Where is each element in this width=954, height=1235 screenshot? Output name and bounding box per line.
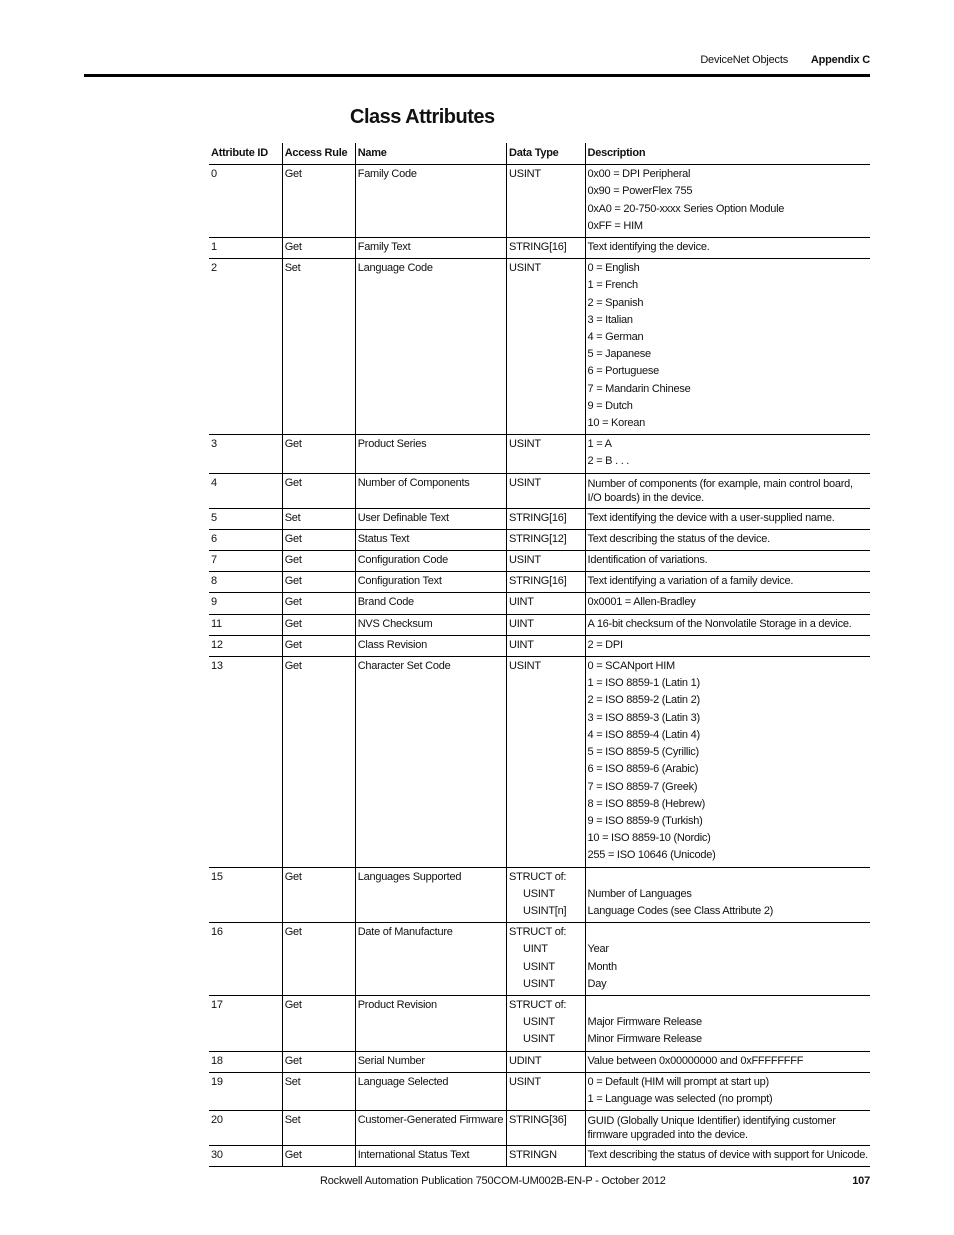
name-cell: Product Revision [355, 995, 506, 1051]
description-cell [585, 435, 870, 473]
description-line: Identification of variations. [587, 554, 708, 567]
data-type-line: UINT [509, 638, 534, 651]
attribute-id-cell: 7 [209, 551, 282, 572]
table-row [209, 867, 870, 923]
description-spacer [588, 924, 868, 941]
access-rule-cell: Get [282, 529, 355, 550]
name-cell: Date of Manufacture [355, 923, 506, 996]
description-line: 9 = Dutch [587, 399, 633, 412]
description-cell [585, 165, 870, 238]
name-cell: Character Set Code [355, 657, 506, 867]
access-rule-cell: Get [282, 551, 355, 572]
description-line: 0x90 = PowerFlex 755 [587, 185, 693, 198]
access-rule-cell: Get [282, 1051, 355, 1072]
description-cell [585, 657, 870, 867]
description-cell [585, 529, 870, 550]
description-line: 10 = Korean [587, 417, 646, 430]
access-rule-cell: Get [282, 867, 355, 923]
description-text: GUID (Globally Unique Identifier) identifying customer firmware upgraded into the device. [587, 1115, 836, 1142]
data-type-cell [507, 1072, 585, 1110]
description-cell [585, 508, 870, 529]
name-cell: International Status Text [355, 1146, 506, 1167]
description-line: 1 = A [587, 438, 612, 451]
description-line: Text identifying the device. [587, 241, 710, 254]
description-line: 4 = ISO 8859-4 (Latin 4) [587, 728, 700, 741]
table-row [209, 1111, 870, 1146]
data-type-line: USINT [509, 262, 541, 275]
attribute-id-cell: 17 [209, 995, 282, 1051]
table-row [209, 473, 870, 508]
name-cell: Family Text [355, 238, 506, 259]
description-cell [585, 593, 870, 614]
description-line: Number of Languages [587, 887, 692, 900]
access-rule-cell: Set [282, 1111, 355, 1146]
column-header: Attribute ID [209, 143, 282, 165]
access-rule-cell: Get [282, 165, 355, 238]
description-line: 255 = ISO 10646 (Unicode) [587, 849, 716, 862]
description-line: Minor Firmware Release [587, 1033, 702, 1046]
name-cell: User Definable Text [355, 508, 506, 529]
description-line: 2 = B . . . [587, 455, 630, 468]
table-row [209, 238, 870, 259]
description-cell [585, 995, 870, 1051]
data-type-cell [507, 508, 585, 529]
description-line: Year [587, 943, 609, 956]
description-line: Major Firmware Release [587, 1016, 702, 1029]
attribute-id-cell: 6 [209, 529, 282, 550]
name-cell: Serial Number [355, 1051, 506, 1072]
access-rule-cell: Set [282, 508, 355, 529]
page-number: 107 [852, 1175, 870, 1187]
description-line: Text identifying the device with a user-supplied name. [587, 511, 835, 524]
description-line: 0xFF = HIM [587, 219, 643, 232]
access-rule-cell: Get [282, 593, 355, 614]
attribute-id-cell: 30 [209, 1146, 282, 1167]
data-type-cell [507, 657, 585, 867]
running-header [700, 54, 870, 66]
description-line: 9 = ISO 8859-9 (Turkish) [587, 814, 703, 827]
data-type-line: USINT [509, 476, 541, 489]
data-type-line: UINT [509, 596, 534, 609]
name-cell: Configuration Code [355, 551, 506, 572]
attribute-id-cell: 13 [209, 657, 282, 867]
column-header: Data Type [507, 143, 585, 165]
table-header-row [209, 143, 870, 165]
description-line: 2 = DPI [587, 638, 623, 651]
description-cell [585, 635, 870, 656]
data-type-line: UINT [509, 617, 534, 630]
description-line: 0 = SCANport HIM [587, 660, 675, 673]
description-line: 3 = ISO 8859-3 (Latin 3) [587, 711, 700, 724]
table-row [209, 529, 870, 550]
data-type-cell [507, 635, 585, 656]
description-line: Month [587, 960, 617, 973]
data-type-line: STRING[16] [509, 241, 567, 254]
name-cell: Product Series [355, 435, 506, 473]
access-rule-cell: Get [282, 657, 355, 867]
data-type-cell [507, 614, 585, 635]
table-row [209, 923, 870, 996]
description-cell [585, 473, 870, 508]
attribute-id-cell: 15 [209, 867, 282, 923]
description-cell [585, 1111, 870, 1146]
attribute-id-cell: 2 [209, 259, 282, 435]
table-row [209, 1051, 870, 1072]
access-rule-cell: Get [282, 614, 355, 635]
footer-publication: Rockwell Automation Publication 750COM-UM002B-EN-P - October 2012 [320, 1175, 666, 1187]
attribute-id-cell: 1 [209, 238, 282, 259]
description-cell [585, 1146, 870, 1167]
data-type-cell [507, 238, 585, 259]
access-rule-cell: Get [282, 1146, 355, 1167]
name-cell: Language Selected [355, 1072, 506, 1110]
description-line: 1 = French [587, 279, 638, 292]
table-row [209, 593, 870, 614]
access-rule-cell: Get [282, 572, 355, 593]
table-row [209, 435, 870, 473]
header-appendix: Appendix C [810, 54, 870, 66]
data-type-cell [507, 572, 585, 593]
description-line: 4 = German [587, 331, 644, 344]
access-rule-cell: Set [282, 259, 355, 435]
page-title: Class Attributes [350, 106, 495, 128]
description-line: 6 = ISO 8859-6 (Arabic) [587, 763, 699, 776]
attribute-id-cell: 11 [209, 614, 282, 635]
data-type-line: USINT [523, 977, 555, 990]
description-line: 2 = ISO 8859-2 (Latin 2) [587, 694, 700, 707]
data-type-line: USINT [509, 168, 541, 181]
description-cell [585, 238, 870, 259]
access-rule-cell: Get [282, 923, 355, 996]
attribute-id-cell: 3 [209, 435, 282, 473]
table-row [209, 657, 870, 867]
description-line: 1 = ISO 8859-1 (Latin 1) [587, 677, 700, 690]
description-line: 5 = ISO 8859-5 (Cyrillic) [587, 746, 699, 759]
description-line: 3 = Italian [587, 313, 633, 326]
table-row [209, 165, 870, 238]
table-row [209, 551, 870, 572]
name-cell: Customer-Generated Firmware [355, 1111, 506, 1146]
name-cell: Brand Code [355, 593, 506, 614]
access-rule-cell: Get [282, 238, 355, 259]
description-line: 8 = ISO 8859-8 (Hebrew) [587, 797, 705, 810]
data-type-line: USINT [523, 1016, 555, 1029]
description-line: 0 = English [587, 262, 640, 275]
table-body [209, 165, 870, 1167]
data-type-line: UDINT [509, 1054, 542, 1067]
data-type-cell [507, 593, 585, 614]
attribute-id-cell: 9 [209, 593, 282, 614]
table-row [209, 1072, 870, 1110]
description-line: 0x00 = DPI Peripheral [587, 168, 691, 181]
data-type-cell [507, 923, 585, 996]
data-type-cell [507, 473, 585, 508]
data-type-cell [507, 165, 585, 238]
data-type-line: STRUCT of: [509, 870, 567, 883]
description-line: 0xA0 = 20-750-xxxx Series Option Module [587, 202, 785, 215]
name-cell: Status Text [355, 529, 506, 550]
description-line: 0 = Default (HIM will prompt at start up) [587, 1075, 769, 1088]
attribute-id-cell: 16 [209, 923, 282, 996]
description-spacer [588, 869, 868, 886]
description-line: Text describing the status of device with support for Unicode. [587, 1149, 868, 1162]
attribute-id-cell: 4 [209, 473, 282, 508]
description-cell [585, 923, 870, 996]
table-row [209, 1146, 870, 1167]
data-type-cell [507, 1146, 585, 1167]
table-row [209, 614, 870, 635]
table-row [209, 259, 870, 435]
description-cell [585, 259, 870, 435]
attribute-id-cell: 12 [209, 635, 282, 656]
data-type-line: STRING[16] [509, 575, 567, 588]
description-line: Text describing the status of the device. [587, 532, 770, 545]
name-cell: Languages Supported [355, 867, 506, 923]
description-line: 10 = ISO 8859-10 (Nordic) [587, 832, 711, 845]
description-line: Language Codes (see Class Attribute 2) [587, 904, 774, 917]
description-line: 7 = Mandarin Chinese [587, 382, 691, 395]
header-rule [84, 74, 870, 77]
data-type-cell [507, 551, 585, 572]
table-row [209, 635, 870, 656]
description-cell [585, 867, 870, 923]
data-type-cell [507, 259, 585, 435]
data-type-line: USINT[n] [523, 904, 567, 917]
data-type-line: USINT [509, 554, 541, 567]
access-rule-cell: Get [282, 473, 355, 508]
class-attributes-table [209, 143, 870, 1167]
name-cell: Family Code [355, 165, 506, 238]
description-line: 1 = Language was selected (no prompt) [587, 1092, 773, 1105]
name-cell: NVS Checksum [355, 614, 506, 635]
data-type-line: USINT [509, 1075, 541, 1088]
access-rule-cell: Get [282, 635, 355, 656]
column-header: Access Rule [282, 143, 355, 165]
data-type-line: USINT [523, 887, 555, 900]
data-type-line: USINT [523, 1033, 555, 1046]
header-section: DeviceNet Objects [700, 54, 789, 66]
description-line: 7 = ISO 8859-7 (Greek) [587, 780, 698, 793]
description-line: 0x0001 = Allen-Bradley [587, 596, 696, 609]
data-type-line: STRING[12] [509, 532, 567, 545]
attribute-id-cell: 20 [209, 1111, 282, 1146]
description-cell [585, 551, 870, 572]
table-row [209, 572, 870, 593]
data-type-line: UINT [523, 943, 548, 956]
description-cell [585, 572, 870, 593]
description-cell [585, 1051, 870, 1072]
description-line: 5 = Japanese [587, 348, 651, 361]
attribute-id-cell: 19 [209, 1072, 282, 1110]
data-type-line: STRING[36] [509, 1114, 567, 1127]
table-row [209, 995, 870, 1051]
data-type-line: USINT [523, 960, 555, 973]
data-type-line: STRING[16] [509, 511, 567, 524]
data-type-cell [507, 1051, 585, 1072]
access-rule-cell: Get [282, 995, 355, 1051]
description-text: Number of components (for example, main control board, I/O boards) in the device. [587, 477, 853, 504]
access-rule-cell: Set [282, 1072, 355, 1110]
name-cell: Configuration Text [355, 572, 506, 593]
data-type-cell [507, 529, 585, 550]
description-line: Day [587, 977, 607, 990]
attribute-id-cell: 5 [209, 508, 282, 529]
data-type-line: STRUCT of: [509, 998, 567, 1011]
data-type-line: USINT [509, 660, 541, 673]
description-line: Text identifying a variation of a family device. [587, 575, 794, 588]
description-cell [585, 1072, 870, 1110]
data-type-cell [507, 995, 585, 1051]
attribute-id-cell: 0 [209, 165, 282, 238]
description-line: 6 = Portuguese [587, 365, 659, 378]
access-rule-cell: Get [282, 435, 355, 473]
name-cell: Number of Components [355, 473, 506, 508]
data-type-cell [507, 435, 585, 473]
data-type-line: USINT [509, 438, 541, 451]
name-cell: Class Revision [355, 635, 506, 656]
description-cell [585, 614, 870, 635]
description-line: 2 = Spanish [587, 296, 644, 309]
column-header: Description [585, 143, 870, 165]
data-type-line: STRINGN [509, 1149, 557, 1162]
description-line: Value between 0x00000000 and 0xFFFFFFFF [587, 1054, 804, 1067]
attribute-id-cell: 18 [209, 1051, 282, 1072]
column-header: Name [355, 143, 506, 165]
name-cell: Language Code [355, 259, 506, 435]
data-type-cell [507, 867, 585, 923]
data-type-cell [507, 1111, 585, 1146]
description-spacer [588, 997, 868, 1014]
description-line: A 16-bit checksum of the Nonvolatile Storage in a device. [587, 617, 852, 630]
attribute-id-cell: 8 [209, 572, 282, 593]
data-type-line: STRUCT of: [509, 926, 567, 939]
table-row [209, 508, 870, 529]
